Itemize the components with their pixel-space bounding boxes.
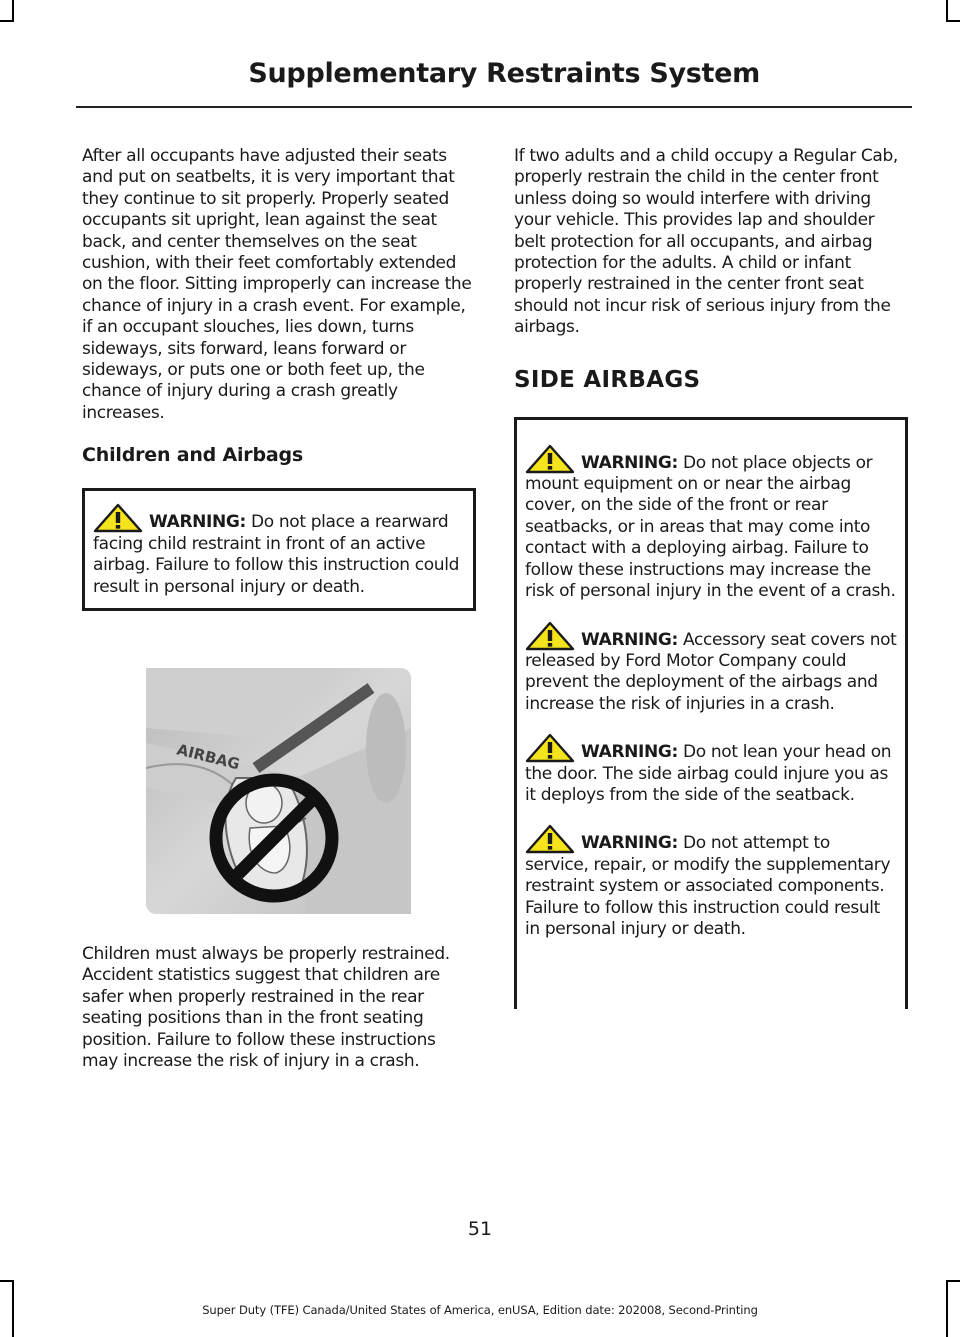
right-column: [514, 146, 908, 1009]
edition-footer: Super Duty (TFE) Canada/United States of America, enUSA, Edition date: 202008, Second-Printing: [202, 1303, 758, 1317]
warning-label: WARNING:: [149, 512, 246, 533]
left-column-lower: [82, 944, 476, 1072]
warning-text: [525, 824, 897, 940]
warning-text: [93, 503, 465, 598]
warning-text: [525, 733, 897, 806]
warning-body: Do not place objects or mount equipment on or near the airbag cover, on the side of the front or rear seatbacks, or in areas that may come into contact with a deploying airbag. Failure to follow these instructions may increase the risk of personal injury in the event of a crash.: [525, 452, 896, 602]
warning-triangle-icon: [525, 824, 575, 854]
warning-box: [82, 488, 476, 611]
intro-paragraph: After all occupants have adjusted their seats and put on seatbelts, it is very important that they continue to sit properly. Properly seated occupants sit upright, lean against the seat back, and center themselves on the seat cushion, with their feet comfortably extended on the floor. Sitting improperly can increase the chance of injury in a crash event. For example, if an occupant slouches, lies down, turns sideways, sits forward, leans forward or sideways, or puts one or both feet up, the chance of injury during a crash greatly increases.: [82, 146, 472, 423]
crop-mark: [946, 0, 948, 22]
crop-mark: [946, 1280, 960, 1282]
warning-label: WARNING:: [581, 742, 678, 763]
section-subheading: Children and Airbags: [82, 444, 303, 467]
warning-label: WARNING:: [581, 833, 678, 854]
warning-box-side-airbags: [514, 417, 908, 1009]
warning-body: Do not attempt to service, repair, or modify the supplementary restraint system or associated components. Failure to follow this instruction could result in personal injury or death.: [525, 833, 891, 939]
warning-triangle-icon: [525, 621, 575, 651]
rearward-child-seat-prohibited-illustration: [146, 668, 411, 914]
regular-cab-paragraph: If two adults and a child occupy a Regular Cab, properly restrain the child in the center front unless doing so would interfere with driving your vehicle. This provides lap and shoulder belt protection for all occupants, and airbag protection for the adults. A child or infant properly restrained in the center front seat should not incur risk of serious injury from the airbags.: [514, 146, 898, 338]
page-number: 51: [467, 1218, 493, 1240]
crop-mark: [946, 20, 960, 22]
warning-label: WARNING:: [581, 629, 678, 650]
airbag-label: AIRBAG: [175, 740, 242, 774]
warning-triangle-icon: [525, 444, 575, 474]
header-divider: [76, 106, 912, 108]
crop-mark: [0, 1280, 14, 1282]
warning-text: [525, 621, 897, 716]
warning-label: WARNING:: [581, 452, 678, 473]
warning-text: [525, 444, 897, 603]
section-heading: SIDE AIRBAGS: [514, 366, 701, 393]
page-title: Supplementary Restraints System: [248, 58, 760, 89]
warning-body: Accessory seat covers not released by Ford Motor Company could prevent the deployment of the airbags and increase the risk of injuries in a crash.: [525, 629, 897, 714]
warning-triangle-icon: [525, 733, 575, 763]
left-column: [82, 146, 476, 611]
warning-triangle-icon: [93, 503, 143, 533]
warning-body: Do not lean your head on the door. The side airbag could injure you as it deploys from the side of the seatback.: [525, 742, 892, 805]
children-paragraph: Children must always be properly restrained. Accident statistics suggest that children are safer when properly restrained in the rear seating positions than in the front seating position. Failure to follow these instructions may increase the risk of injury in a crash.: [82, 944, 450, 1072]
crop-mark: [0, 20, 14, 22]
warning-body: Do not place a rearward facing child restraint in front of an active airbag. Failure to follow this instruction could result in personal injury or death.: [93, 512, 460, 597]
crop-mark: [12, 0, 14, 22]
